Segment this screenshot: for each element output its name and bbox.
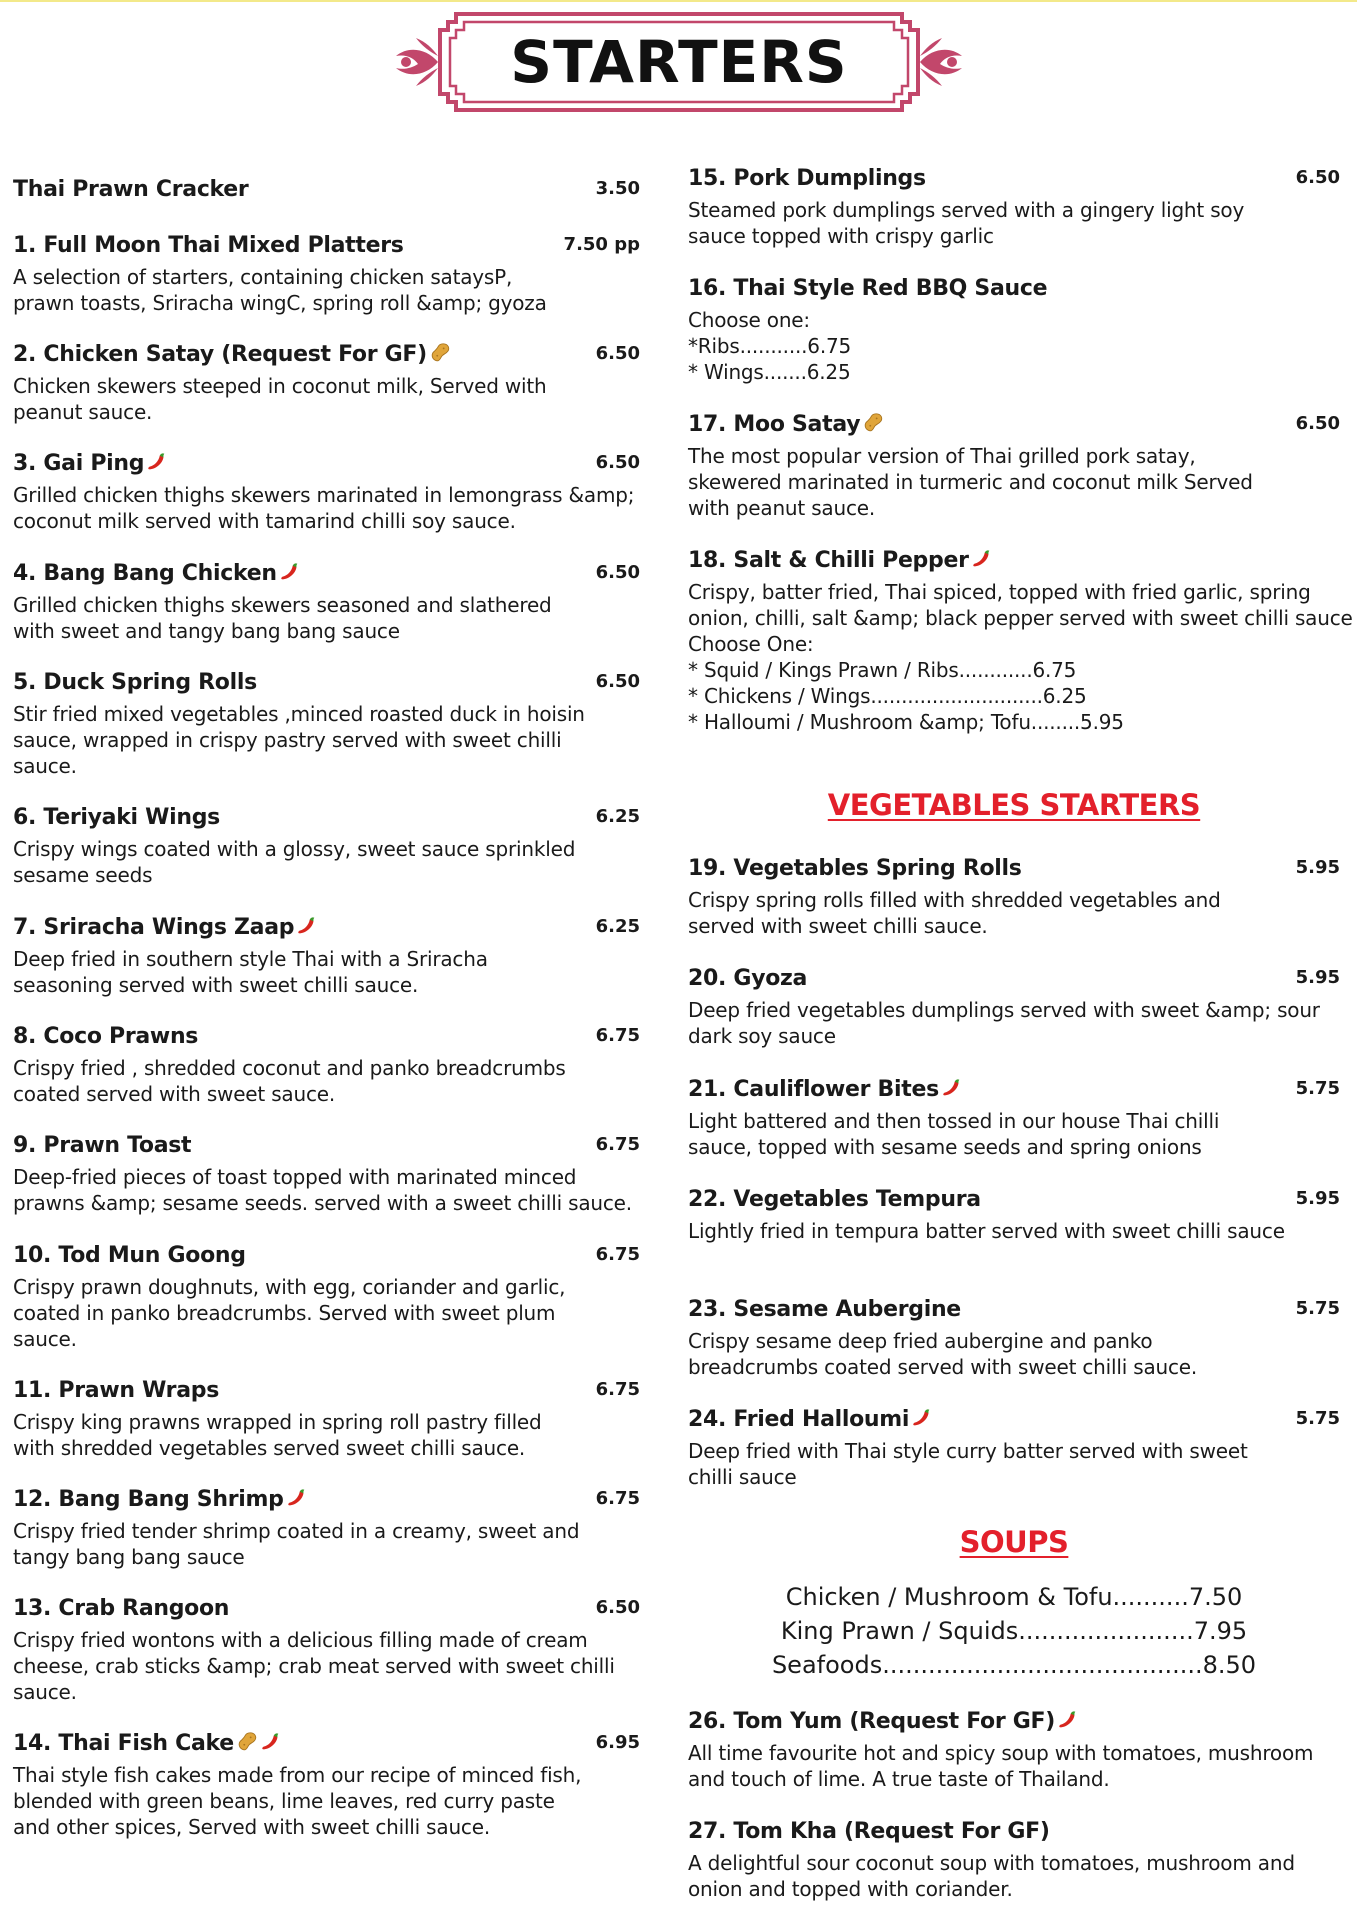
menu-item-description — [13, 373, 640, 425]
description-line: served with sweet chilli sauce. — [688, 914, 988, 938]
peanut-icon — [429, 342, 451, 364]
menu-item-name: 10. Tod Mun Goong — [13, 1243, 246, 1268]
description-line: and other spices, Served with sweet chilli sauce. — [13, 1815, 490, 1839]
description-line: onion, chilli, salt &amp; black pepper served with sweet chilli sauce — [688, 606, 1353, 630]
menu-item-name: 2. Chicken Satay (Request For GF) — [13, 341, 451, 369]
description-line: * Squid / Kings Prawn / Ribs............6.75 — [688, 658, 1077, 682]
menu-item-name: 16. Thai Style Red BBQ Sauce — [688, 276, 1048, 301]
menu-item-name: 8. Coco Prawns — [13, 1024, 199, 1049]
chilli-icon — [286, 1487, 308, 1509]
header-banner — [386, 8, 972, 116]
soups-section-title: SOUPS — [959, 1525, 1069, 1559]
page-title: STARTERS — [510, 28, 848, 96]
menu-item-name: 14. Thai Fish Cake — [13, 1730, 282, 1758]
menu-item-description — [688, 1218, 1340, 1244]
menu-item-name: 5. Duck Spring Rolls — [13, 670, 257, 695]
description-line: The most popular version of Thai grilled pork satay, — [688, 444, 1196, 468]
menu-item-name: 17. Moo Satay — [688, 411, 884, 439]
description-line: Steamed pork dumplings served with a gingery light soy — [688, 198, 1245, 222]
menu-item-description — [688, 443, 1340, 521]
menu-item-description — [688, 1438, 1340, 1490]
description-line: All time favourite hot and spicy soup with tomatoes, mushroom — [688, 1741, 1314, 1765]
soup-price-list — [688, 1580, 1340, 1682]
description-line: peanut sauce. — [13, 400, 153, 424]
menu-item-price: 6.50 — [595, 343, 640, 364]
menu-item-description — [688, 1108, 1340, 1160]
description-line: *Ribs...........6.75 — [688, 334, 852, 358]
menu-item-description — [13, 1627, 640, 1705]
menu-item-description — [13, 1409, 640, 1461]
description-line: Crispy sesame deep fried aubergine and panko — [688, 1329, 1153, 1353]
chilli-icon — [146, 451, 168, 473]
menu-item-price: 6.75 — [595, 1025, 640, 1046]
description-line: sesame seeds — [13, 863, 153, 887]
description-line: Chicken skewers steeped in coconut milk, Served with — [13, 374, 547, 398]
menu-item-name: 18. Salt & Chilli Pepper — [688, 547, 993, 575]
description-line: with peanut sauce. — [688, 496, 876, 520]
description-line: Crispy prawn doughnuts, with egg, coriander and garlic, — [13, 1275, 566, 1299]
description-line: blended with green beans, lime leaves, red curry paste — [13, 1789, 555, 1813]
menu-item-price: 6.25 — [595, 806, 640, 827]
description-line: Crispy wings coated with a glossy, sweet sauce sprinkled — [13, 837, 576, 861]
menu-item-name: 19. Vegetables Spring Rolls — [688, 856, 1022, 881]
description-line: with shredded vegetables served sweet chilli sauce. — [13, 1436, 526, 1460]
menu-item-price: 5.75 — [1295, 1298, 1340, 1319]
menu-item-price: 6.50 — [595, 1597, 640, 1618]
description-line: tangy bang bang sauce — [13, 1545, 245, 1569]
menu-item-name: 6. Teriyaki Wings — [13, 805, 220, 830]
chilli-icon — [971, 548, 993, 570]
menu-item-description — [13, 1055, 640, 1107]
description-line: sauce. — [13, 1327, 77, 1351]
description-line: with sweet and tangy bang bang sauce — [13, 619, 400, 643]
soup-price-line: Chicken / Mushroom & Tofu..........7.50 — [785, 1583, 1243, 1611]
menu-item-price: 6.50 — [595, 562, 640, 583]
menu-item-price: 6.50 — [595, 452, 640, 473]
description-line: * Chickens / Wings............................6.25 — [688, 684, 1087, 708]
description-line: Thai style fish cakes made from our recipe of minced fish, — [13, 1763, 582, 1787]
description-line: chilli sauce — [688, 1465, 797, 1489]
menu-item-name: 1. Full Moon Thai Mixed Platters — [13, 233, 404, 258]
menu-item-description — [13, 1762, 640, 1840]
menu-item-description — [688, 579, 1353, 735]
menu-item-description — [13, 1274, 640, 1352]
description-line: Crispy fried tender shrimp coated in a creamy, sweet and — [13, 1519, 580, 1543]
menu-item-name: 7. Sriracha Wings Zaap — [13, 914, 318, 942]
description-line: Choose one: — [688, 308, 810, 332]
description-line: sauce. — [13, 754, 77, 778]
description-line: prawn toasts, Sriracha wingC, spring roll &amp; gyoza — [13, 291, 547, 315]
chilli-icon — [1057, 1709, 1079, 1731]
top-accent-line — [0, 0, 1357, 2]
menu-item-description — [688, 997, 1340, 1049]
menu-item-price: 6.75 — [595, 1134, 640, 1155]
description-line: seasoning served with sweet chilli sauce. — [13, 973, 419, 997]
menu-item-description — [688, 887, 1340, 939]
menu-item-name: 13. Crab Rangoon — [13, 1596, 230, 1621]
menu-item-price: 5.75 — [1295, 1078, 1340, 1099]
menu-item-price: 5.95 — [1295, 857, 1340, 878]
menu-item-description — [688, 197, 1340, 249]
menu-item-name: 23. Sesame Aubergine — [688, 1297, 961, 1322]
menu-item-description — [13, 264, 640, 316]
description-line: prawns &amp; sesame seeds. served with a sweet chilli sauce. — [13, 1191, 632, 1215]
description-line: Crispy fried , shredded coconut and panko breadcrumbs — [13, 1056, 566, 1080]
menu-item-name: 12. Bang Bang Shrimp — [13, 1486, 308, 1514]
veg-section-title: VEGETABLES STARTERS — [827, 788, 1201, 822]
description-line: Lightly fried in tempura batter served with sweet chilli sauce — [688, 1219, 1285, 1243]
menu-item-description — [688, 1740, 1340, 1792]
menu-item-description — [688, 307, 1340, 385]
description-line: Deep fried in southern style Thai with a Sriracha — [13, 947, 488, 971]
menu-item-name: Thai Prawn Cracker — [13, 177, 249, 202]
description-line: Grilled chicken thighs skewers marinated in lemongrass &amp; — [13, 483, 635, 507]
description-line: dark soy sauce — [688, 1024, 836, 1048]
peanut-icon — [862, 412, 884, 434]
menu-item-price: 6.75 — [595, 1488, 640, 1509]
description-line: breadcrumbs coated served with sweet chilli sauce. — [688, 1355, 1198, 1379]
menu-item-price: 6.50 — [1295, 167, 1340, 188]
menu-item-description — [688, 1850, 1340, 1902]
description-line: Light battered and then tossed in our house Thai chilli — [688, 1109, 1220, 1133]
description-line: * Halloumi / Mushroom &amp; Tofu........5.95 — [688, 710, 1124, 734]
description-line: Choose One: — [688, 632, 814, 656]
menu-item-description — [688, 1328, 1340, 1380]
description-line: cheese, crab sticks &amp; crab meat served with sweet chilli — [13, 1654, 615, 1678]
menu-item-name: 22. Vegetables Tempura — [688, 1187, 981, 1212]
menu-item-price: 6.75 — [595, 1379, 640, 1400]
menu-item-price: 3.50 — [595, 178, 640, 199]
menu-item-price: 5.75 — [1295, 1408, 1340, 1429]
description-line: Crispy spring rolls filled with shredded vegetables and — [688, 888, 1221, 912]
description-line: skewered marinated in turmeric and coconut milk Served — [688, 470, 1253, 494]
description-line: sauce, wrapped in crispy pastry served with sweet chilli — [13, 728, 562, 752]
description-line: * Wings.......6.25 — [688, 360, 851, 384]
description-line: and touch of lime. A true taste of Thailand. — [688, 1767, 1110, 1791]
description-line: onion and topped with coriander. — [688, 1877, 1013, 1901]
description-line: coated served with sweet sauce. — [13, 1082, 336, 1106]
description-line: sauce topped with crispy garlic — [688, 224, 994, 248]
menu-item-description — [13, 482, 640, 534]
menu-item-price: 5.95 — [1295, 1188, 1340, 1209]
description-line: sauce. — [13, 1680, 77, 1704]
menu-item-description — [13, 1518, 640, 1570]
menu-item-description — [13, 836, 640, 888]
chilli-icon — [941, 1077, 963, 1099]
description-line: Deep fried vegetables dumplings served with sweet &amp; sour — [688, 998, 1320, 1022]
menu-item-name: 9. Prawn Toast — [13, 1133, 192, 1158]
description-line: Crispy king prawns wrapped in spring roll pastry filled — [13, 1410, 542, 1434]
menu-item-price: 6.50 — [1295, 413, 1340, 434]
chilli-icon — [296, 915, 318, 937]
menu-item-description — [13, 946, 640, 998]
menu-item-price: 7.50 pp — [563, 234, 640, 255]
menu-item-description — [13, 1164, 640, 1216]
peanut-icon — [236, 1731, 258, 1753]
description-line: Deep-fried pieces of toast topped with marinated minced — [13, 1165, 577, 1189]
soup-price-line: Seafoods..........................................8.50 — [771, 1651, 1257, 1679]
menu-item-price: 5.95 — [1295, 967, 1340, 988]
description-line: A selection of starters, containing chicken sataysP, — [13, 265, 513, 289]
menu-item-price: 6.95 — [595, 1732, 640, 1753]
chilli-icon — [911, 1407, 933, 1429]
menu-item-name: 26. Tom Yum (Request For GF) — [688, 1708, 1079, 1736]
description-line: Deep fried with Thai style curry batter served with sweet — [688, 1439, 1248, 1463]
menu-item-name: 15. Pork Dumplings — [688, 166, 926, 191]
menu-item-price: 6.25 — [595, 916, 640, 937]
menu-item-price: 6.50 — [595, 671, 640, 692]
description-line: coated in panko breadcrumbs. Served with sweet plum — [13, 1301, 556, 1325]
description-line: Crispy fried wontons with a delicious filling made of cream — [13, 1628, 588, 1652]
menu-item-name: 20. Gyoza — [688, 966, 808, 991]
menu-item-name: 4. Bang Bang Chicken — [13, 560, 301, 588]
menu-item-name: 11. Prawn Wraps — [13, 1378, 220, 1403]
description-line: Stir fried mixed vegetables ,minced roasted duck in hoisin — [13, 702, 585, 726]
menu-item-name: 21. Cauliflower Bites — [688, 1076, 963, 1104]
description-line: Grilled chicken thighs skewers seasoned and slathered — [13, 593, 552, 617]
menu-item-description — [13, 701, 640, 779]
menu-item-price: 6.75 — [595, 1244, 640, 1265]
description-line: coconut milk served with tamarind chilli soy sauce. — [13, 509, 516, 533]
chilli-icon — [279, 561, 301, 583]
soup-price-line: King Prawn / Squids.......................7.95 — [780, 1617, 1248, 1645]
menu-item-name: 27. Tom Kha (Request For GF) — [688, 1819, 1050, 1844]
description-line: A delightful sour coconut soup with tomatoes, mushroom and — [688, 1851, 1295, 1875]
menu-item-name: 3. Gai Ping — [13, 450, 168, 478]
chilli-icon — [260, 1731, 282, 1753]
menu-item-name: 24. Fried Halloumi — [688, 1406, 933, 1434]
description-line: Crispy, batter fried, Thai spiced, topped with fried garlic, spring — [688, 580, 1311, 604]
description-line: sauce, topped with sesame seeds and spring onions — [688, 1135, 1202, 1159]
menu-item-description — [13, 592, 640, 644]
